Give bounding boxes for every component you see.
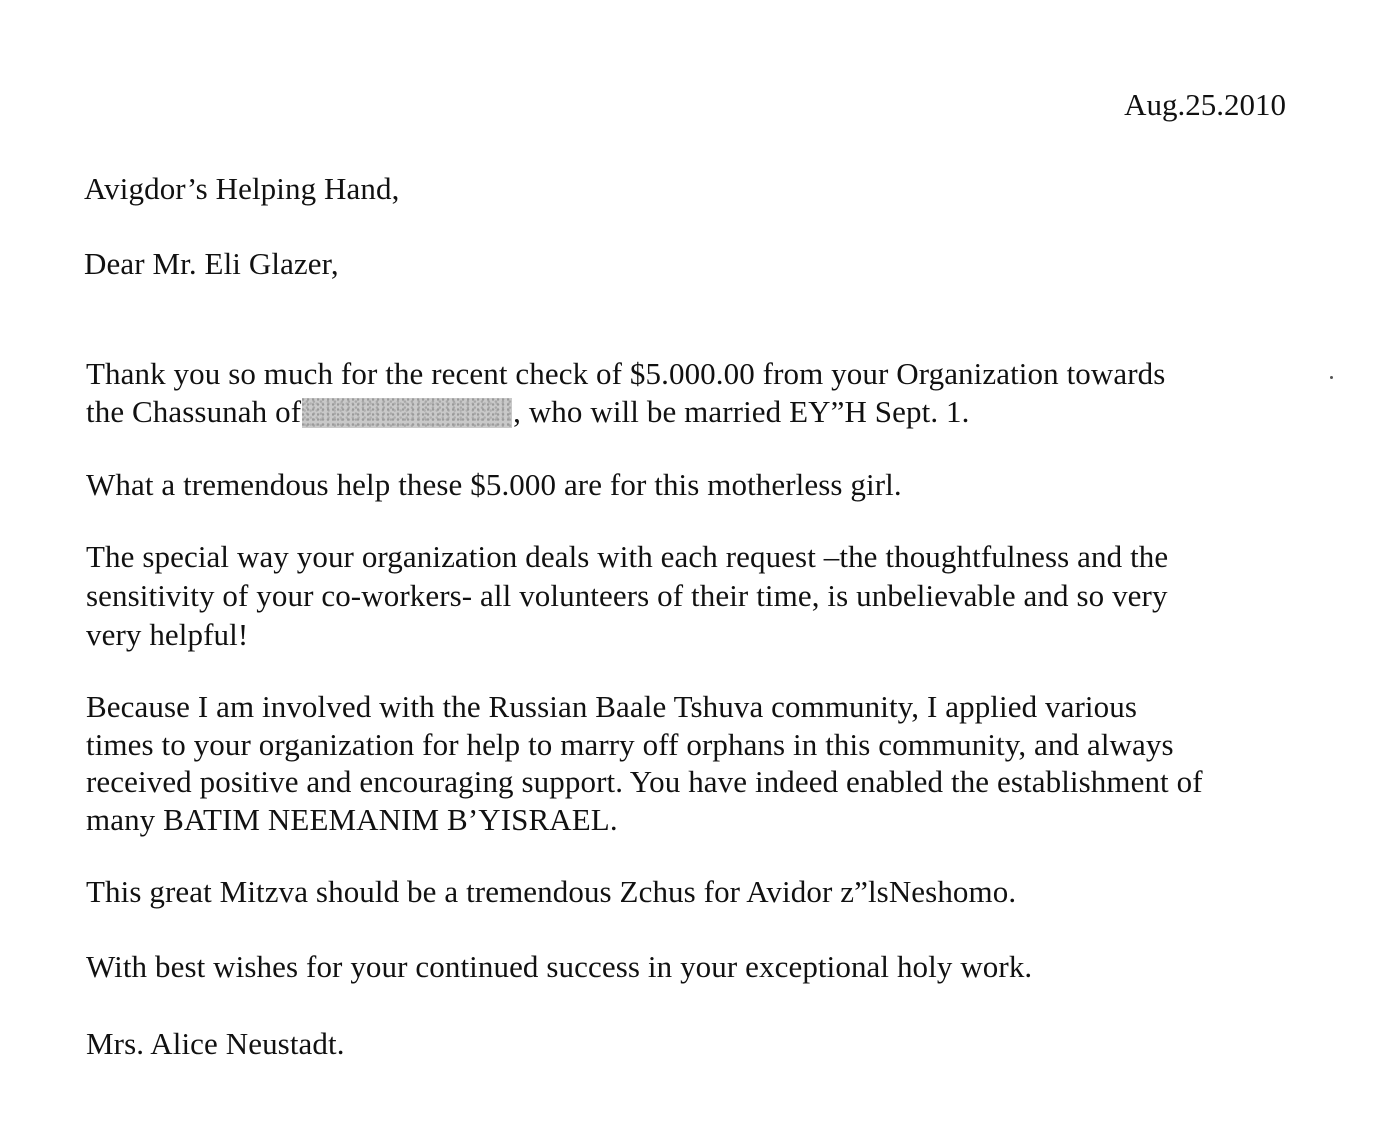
paragraph-1-line-2-start: the Chassunah of <box>86 394 302 429</box>
closing-line: With best wishes for your continued success in your exceptional holy work. <box>86 949 1033 984</box>
redacted-name-block <box>302 398 512 428</box>
paragraph-3-line-3: very helpful! <box>86 617 249 652</box>
paragraph-3-line-1: The special way your organization deals with each request –the thoughtfulness and the <box>86 539 1169 574</box>
paragraph-5-line-1: This great Mitzva should be a tremendous Zchus for Avidor z”lsNeshomo. <box>86 874 1017 909</box>
paragraph-4-line-3: received positive and encouraging support. You have indeed enabled the establishment of <box>86 764 1203 799</box>
paragraph-2-line-1: What a tremendous help these $5.000 are for this motherless girl. <box>86 467 902 502</box>
paragraph-4-line-4: many BATIM NEEMANIM B’YISRAEL. <box>86 802 618 837</box>
paragraph-1-line-1: Thank you so much for the recent check of $5.000.00 from your Organization towards <box>86 356 1166 391</box>
paragraph-4-line-1: Because I am involved with the Russian Baale Tshuva community, I applied various <box>86 689 1137 724</box>
salutation: Dear Mr. Eli Glazer, <box>84 246 339 281</box>
scan-speck <box>1330 376 1333 379</box>
addressee: Avigdor’s Helping Hand, <box>84 171 400 206</box>
paragraph-1-line-2-end: , who will be married EY”H Sept. 1. <box>513 394 970 429</box>
paragraph-1-line-2 <box>86 393 969 431</box>
paragraph-3-line-2: sensitivity of your co-workers- all volunteers of their time, is unbelievable and so very <box>86 578 1168 613</box>
signature: Mrs. Alice Neustadt. <box>86 1026 345 1061</box>
letter-date: Aug.25.2010 <box>1124 87 1286 122</box>
paragraph-4-line-2: times to your organization for help to marry off orphans in this community, and always <box>86 727 1174 762</box>
